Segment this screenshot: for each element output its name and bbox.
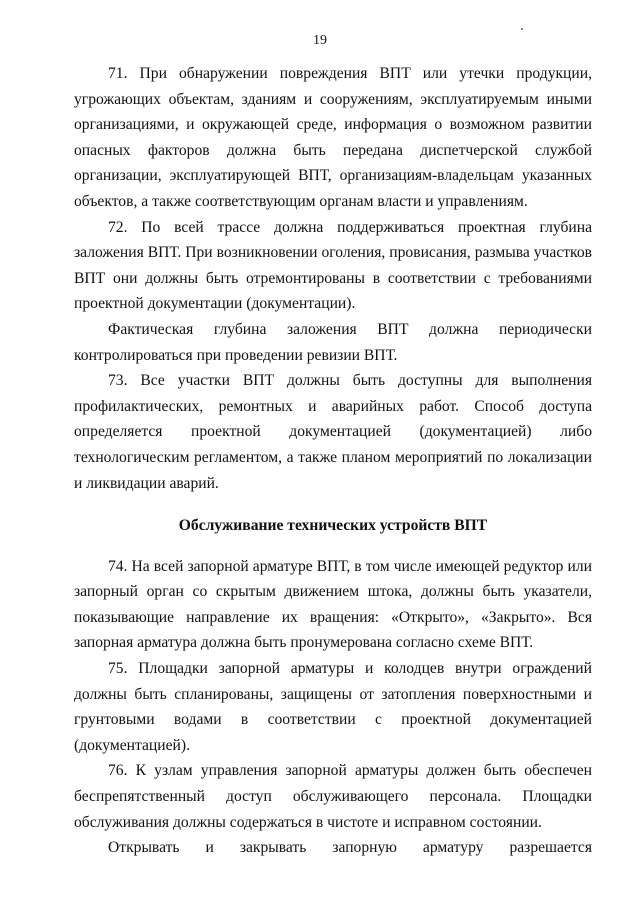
scan-speck xyxy=(521,28,523,30)
document-body xyxy=(74,61,592,861)
paragraph-75: 75. Площадки запорной арматуры и колодцев внутри ограждений должны быть спланированы, защищены от затопления поверхностными и грунтовыми водами в соответствии с проектной документацией (документацией). xyxy=(74,660,592,754)
paragraph-76-continued: Открывать и закрывать запорную арматуру разрешается xyxy=(108,839,592,857)
section-heading: Обслуживание технических устройств ВПТ xyxy=(178,517,488,535)
paragraph-72: 72. По всей трассе должна поддерживаться проектная глубина заложения ВПТ. При возникновении оголения, провисания, размыва участков ВПТ они должны быть отремонтированы в соответствии с требованиями проектной документации (документации). xyxy=(74,218,592,313)
paragraph-76: 76. К узлам управления запорной арматуры должен быть обеспечен беспрепятственный доступ обслуживающего персонала. Площадки обслуживания должны содержаться в чистоте и исправном состоянии. xyxy=(74,762,592,831)
paragraph-73: 73. Все участки ВПТ должны быть доступны для выполнения профилактических, ремонтных и аварийных работ. Способ доступа определяется проектной документацией (документацией) либо технологическим регламентом, а также планом мероприятий по локализации и ликвидации аварий. xyxy=(74,372,592,492)
paragraph-71: 71. При обнаружении повреждения ВПТ или утечки продукции, угрожающих объектам, зданиям и сооружениям, эксплуатируемым иными организациями, и окружающей среде, информация о возможном развитии опасных факторов должна быть передана диспетчерской службой организации, эксплуатирующей ВПТ, организациям-владельцам указанных объектов, а также соответствующим органам власти и управлениям. xyxy=(74,65,592,210)
paragraph-72-depth-check: Фактическая глубина заложения ВПТ должна периодически контролироваться при проведении ревизии ВПТ. xyxy=(74,320,592,364)
paragraph-74: 74. На всей запорной арматуре ВПТ, в том числе имеющей редуктор или запорный орган со скрытым движением штока, должны быть указатели, показывающие направление их вращения: «Открыто», «Закрыто». Вся запорная арматура должна быть пронумерована согласно схеме ВПТ. xyxy=(74,557,592,652)
page-number: 19 xyxy=(313,33,327,48)
